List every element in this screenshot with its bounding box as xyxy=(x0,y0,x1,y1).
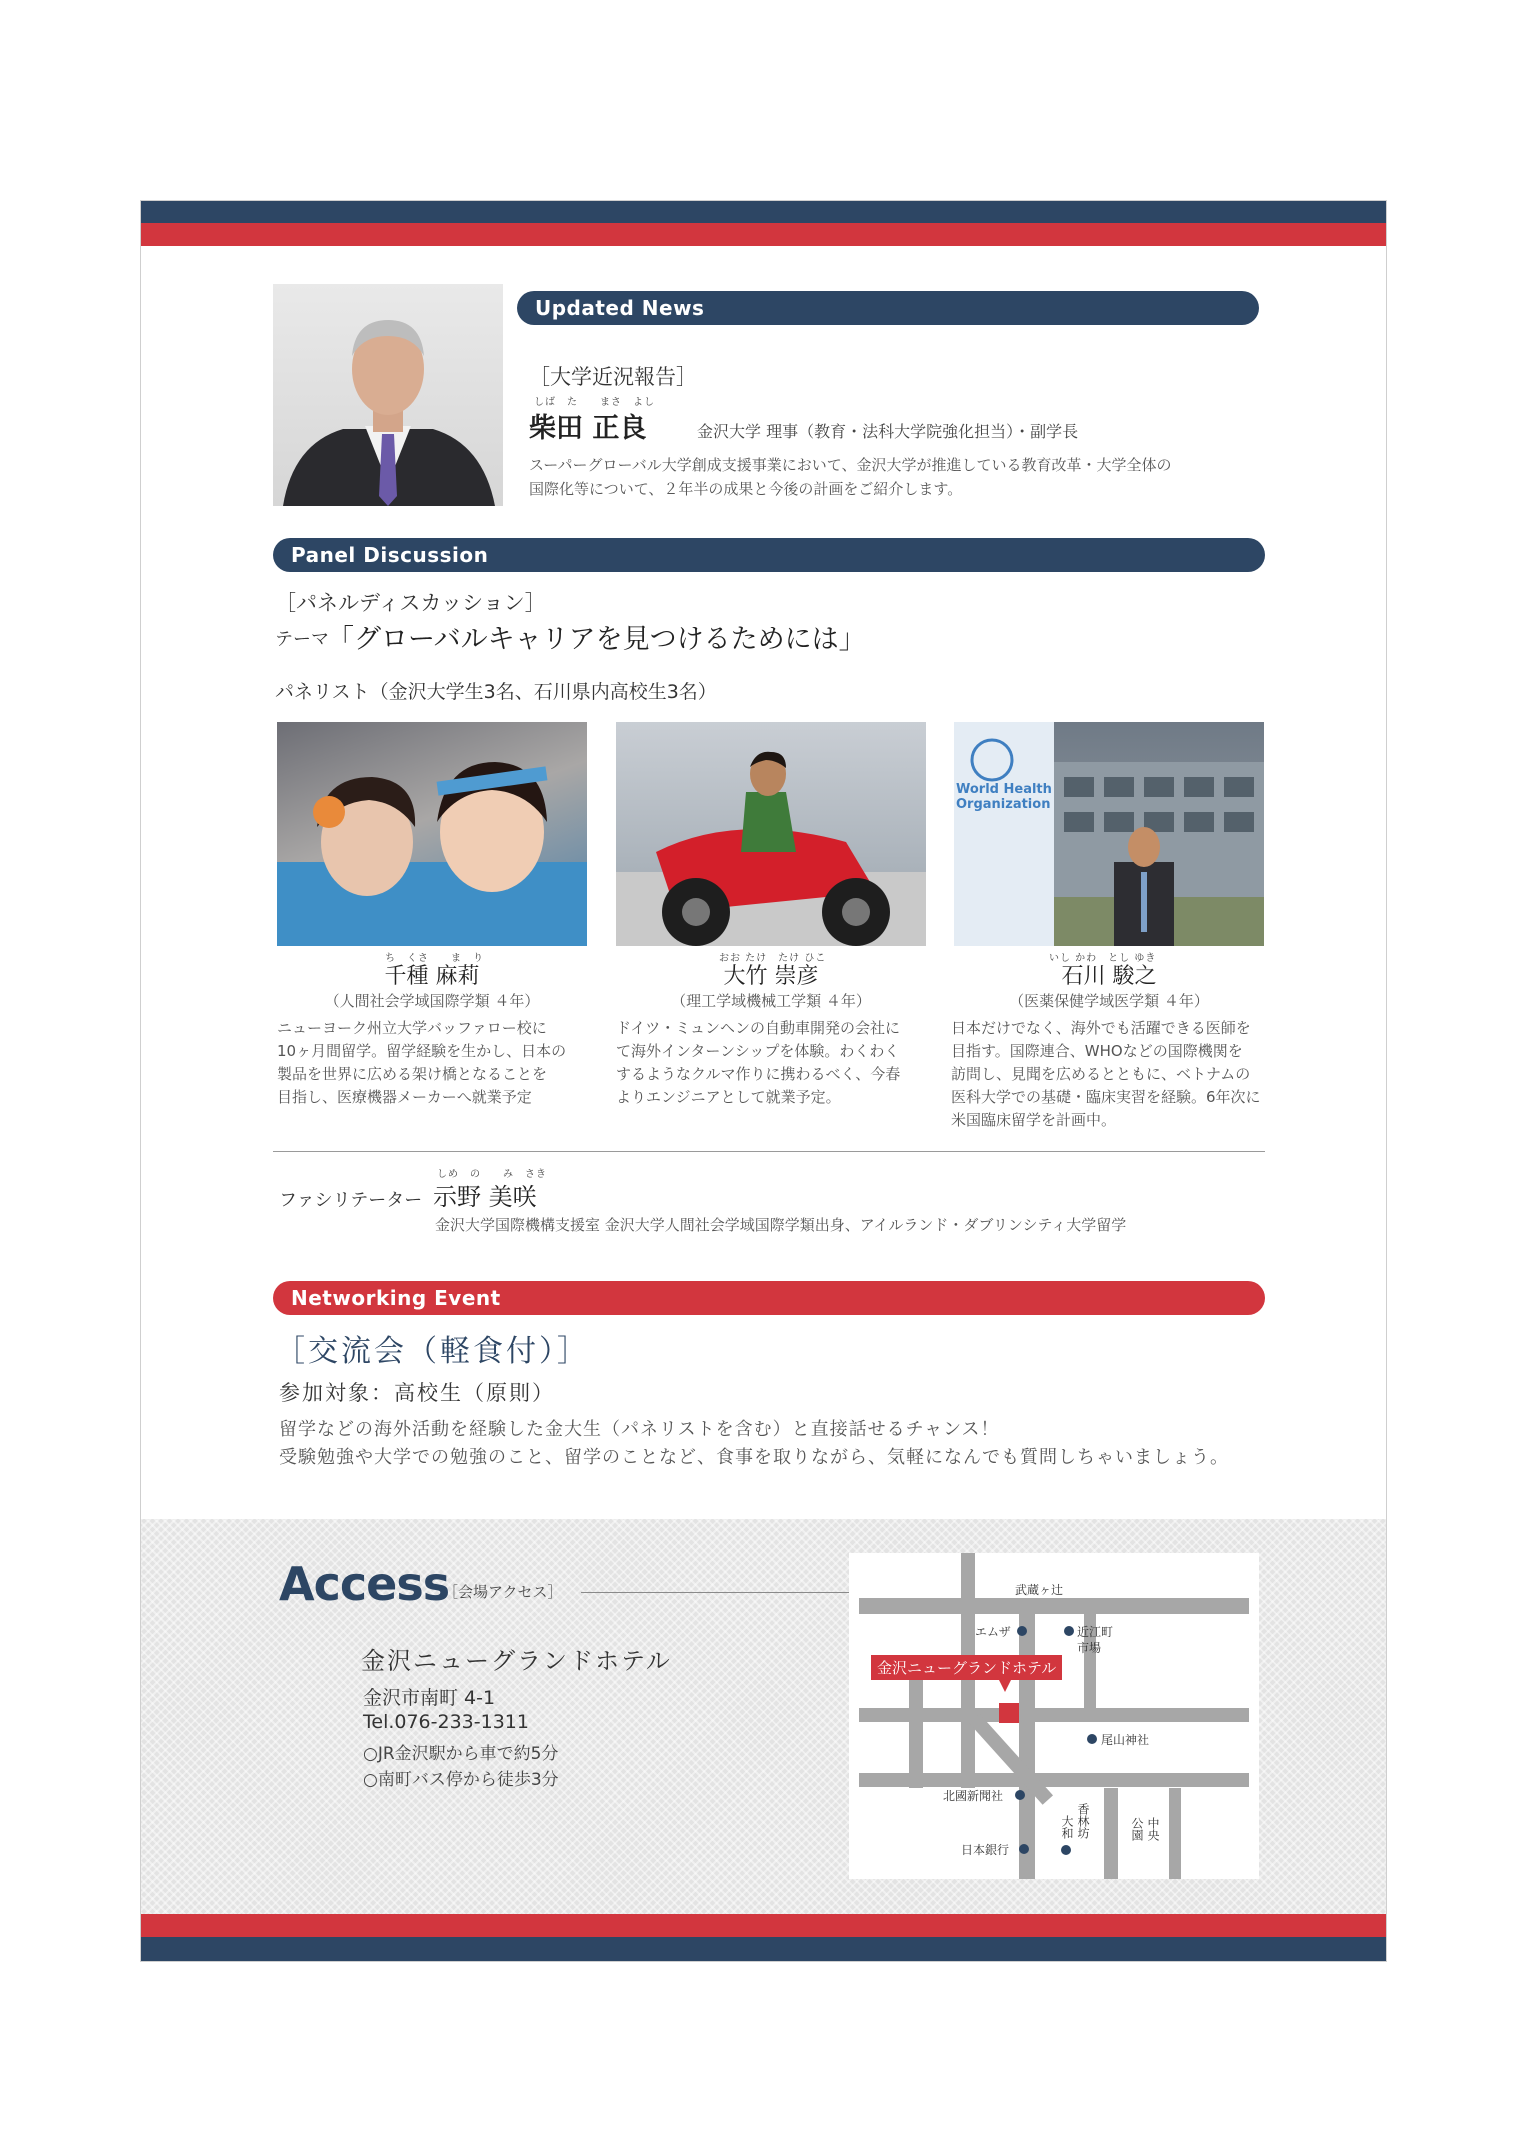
speaker-portrait xyxy=(273,284,503,506)
panelist-1-name: 千種 麻莉 xyxy=(384,964,480,989)
panelist-3-photo xyxy=(954,722,1264,946)
networking-desc-line1: 留学などの海外活動を経験した金大生（パネリストを含む）と直接話せるチャンス！ xyxy=(279,1419,1000,1440)
panelist-3-name: 石川 駿之 xyxy=(1061,964,1157,989)
access-tel: Tel.076-233-1311 xyxy=(363,1711,529,1733)
map-road xyxy=(859,1598,1249,1614)
map-hotel-marker xyxy=(999,1703,1019,1723)
top-stripe-red xyxy=(141,223,1386,246)
flyer-page xyxy=(140,200,1387,1962)
panelist-1-dept: （人間社会学域国際学類 ４年） xyxy=(324,992,540,1010)
panelist-1-photo xyxy=(277,722,587,946)
panelist-3-dept: （医薬保健学域医学類 ４年） xyxy=(1009,992,1209,1010)
who-sign-text: World Health Organization xyxy=(956,782,1052,812)
map-label-koen: 公園 xyxy=(1130,1817,1144,1841)
access-address: 金沢市南町 4-1 xyxy=(363,1687,496,1709)
facilitator-name: 示野 美咲 xyxy=(433,1183,537,1211)
access-subtitle: ［会場アクセス］ xyxy=(443,1583,563,1601)
panel-theme-prefix: テーマ xyxy=(275,629,329,650)
networking-event-header: Networking Event xyxy=(273,1281,1265,1315)
news-speaker-title: 金沢大学 理事（教育・法科大学院強化担当）・副学長 xyxy=(697,422,1079,441)
networking-target: 参加対象：高校生（原則） xyxy=(279,1381,555,1405)
networking-desc-line2: 受験勉強や大学での勉強のこと、留学のことなど、食事を取りながら、気軽になんでも質問しちゃいましょう。 xyxy=(279,1447,1229,1468)
map-label-ichiba: 市場 xyxy=(1077,1641,1102,1655)
news-name-ruby: しば た まさ よし xyxy=(534,397,655,408)
panelist-2-ruby: おお たけ たけ ひこ xyxy=(719,953,827,964)
map-road xyxy=(1169,1788,1181,1879)
panelist-3-desc-line1: 日本だけでなく、海外でも活躍できる医師を xyxy=(951,1019,1251,1037)
panelist-2-dept: （理工学域機械工学類 ４年） xyxy=(671,992,871,1010)
map-road xyxy=(1104,1788,1118,1879)
access-section xyxy=(141,1519,1386,1914)
map-road xyxy=(1019,1603,1035,1879)
panelist-3-desc-line5: 米国臨床留学を計画中。 xyxy=(951,1111,1117,1129)
news-category: ［大学近況報告］ xyxy=(529,365,697,389)
map-hotel-label: 金沢ニューグランドホテル xyxy=(871,1655,1062,1680)
map-marker xyxy=(1087,1734,1097,1744)
section-divider xyxy=(273,1151,1265,1152)
panel-discussion-header: Panel Discussion xyxy=(273,538,1265,572)
map-label-oumicho: 近江町 xyxy=(1077,1625,1114,1639)
map-marker xyxy=(1015,1790,1025,1800)
panelist-1-desc-line4: 目指し、医療機器メーカーへ就業予定 xyxy=(277,1088,532,1106)
networking-title: ［交流会（軽食付）］ xyxy=(275,1334,590,1369)
map-label-chuo: 中央 xyxy=(1146,1817,1160,1841)
top-stripe-navy xyxy=(141,201,1386,223)
map-marker xyxy=(1064,1626,1074,1636)
map-label-musashi: 武蔵ヶ辻 xyxy=(1015,1583,1064,1597)
map-marker xyxy=(1061,1845,1071,1855)
panelist-3-ruby: いし かわ とし ゆき xyxy=(1049,953,1157,964)
news-desc-line2: 国際化等について、２年半の成果と今後の計画をご紹介します。 xyxy=(529,480,963,498)
news-desc-line1: スーパーグローバル大学創成支援事業において、金沢大学が推進している教育改革・大学全体の xyxy=(529,456,1172,474)
map-label-daiwa: 大和 xyxy=(1060,1815,1074,1839)
panelist-2-desc-line4: よりエンジニアとして就業予定。 xyxy=(616,1088,841,1106)
map-label-hokkoku: 北國新聞社 xyxy=(943,1789,1004,1803)
access-map xyxy=(849,1553,1259,1879)
facilitator-desc: 金沢大学国際機構支援室 金沢大学人間社会学域国際学類出身、アイルランド・ダブリンシティ大学留学 xyxy=(435,1216,1127,1234)
access-route1: ○JR金沢駅から車で約5分 xyxy=(363,1744,559,1764)
map-label-emuza: エムザ xyxy=(975,1625,1011,1639)
map-label-oyama: 尾山神社 xyxy=(1101,1733,1150,1747)
news-speaker-name: 柴田 正良 xyxy=(529,413,647,444)
panelist-1-desc-line2: 10ヶ月間留学。留学経験を生かし、日本の xyxy=(277,1042,567,1060)
access-title: Access xyxy=(279,1557,450,1611)
panelist-1-desc-line3: 製品を世界に広める架け橋となることを xyxy=(277,1065,548,1083)
facilitator-ruby: しめ の み さき xyxy=(437,1169,547,1180)
facilitator-label: ファシリテーター xyxy=(279,1190,423,1211)
panelist-2-desc-line1: ドイツ・ミュンヘンの自動車開発の会社に xyxy=(616,1019,900,1037)
panelist-1-desc-line1: ニューヨーク州立大学バッファロー校に xyxy=(277,1019,547,1037)
access-title-rule xyxy=(581,1592,849,1593)
panelist-3-desc-line4: 医科大学での基礎・臨床実習を経験。6年次に xyxy=(951,1088,1261,1106)
panel-category: ［パネルディスカッション］ xyxy=(275,591,546,615)
panelist-3-desc-line2: 目指す。国際連合、WHOなどの国際機関を xyxy=(951,1042,1243,1060)
map-label-nichigin: 日本銀行 xyxy=(961,1843,1010,1857)
updated-news-header: Updated News xyxy=(517,291,1259,325)
panelist-2-name: 大竹 崇彦 xyxy=(723,964,819,989)
panelist-2-desc-line2: て海外インターンシップを体験。わくわく xyxy=(616,1042,900,1060)
panelists-label: パネリスト（金沢大学生3名、石川県内高校生3名） xyxy=(275,681,717,703)
panelist-2-desc-line3: するようなクルマ作りに携わるべく、今春 xyxy=(616,1065,901,1083)
access-route2: ○南町バス停から徒歩3分 xyxy=(363,1770,559,1790)
panel-theme: 「グローバルキャリアを見つけるためには」 xyxy=(327,624,866,655)
panelist-2-photo xyxy=(616,722,926,946)
map-hotel-pointer xyxy=(999,1680,1011,1692)
map-marker xyxy=(1017,1626,1027,1636)
access-venue: 金沢ニューグランドホテル xyxy=(361,1647,672,1675)
map-label-korinbo: 香林坊 xyxy=(1076,1803,1090,1839)
bottom-stripe-red xyxy=(141,1914,1386,1937)
panelist-3-desc-line3: 訪問し、見聞を広めるとともに、ベトナムの xyxy=(951,1065,1251,1083)
bottom-stripe-navy xyxy=(141,1937,1386,1961)
panelist-1-ruby: ち くさ ま り xyxy=(385,953,484,964)
map-marker xyxy=(1019,1844,1029,1854)
